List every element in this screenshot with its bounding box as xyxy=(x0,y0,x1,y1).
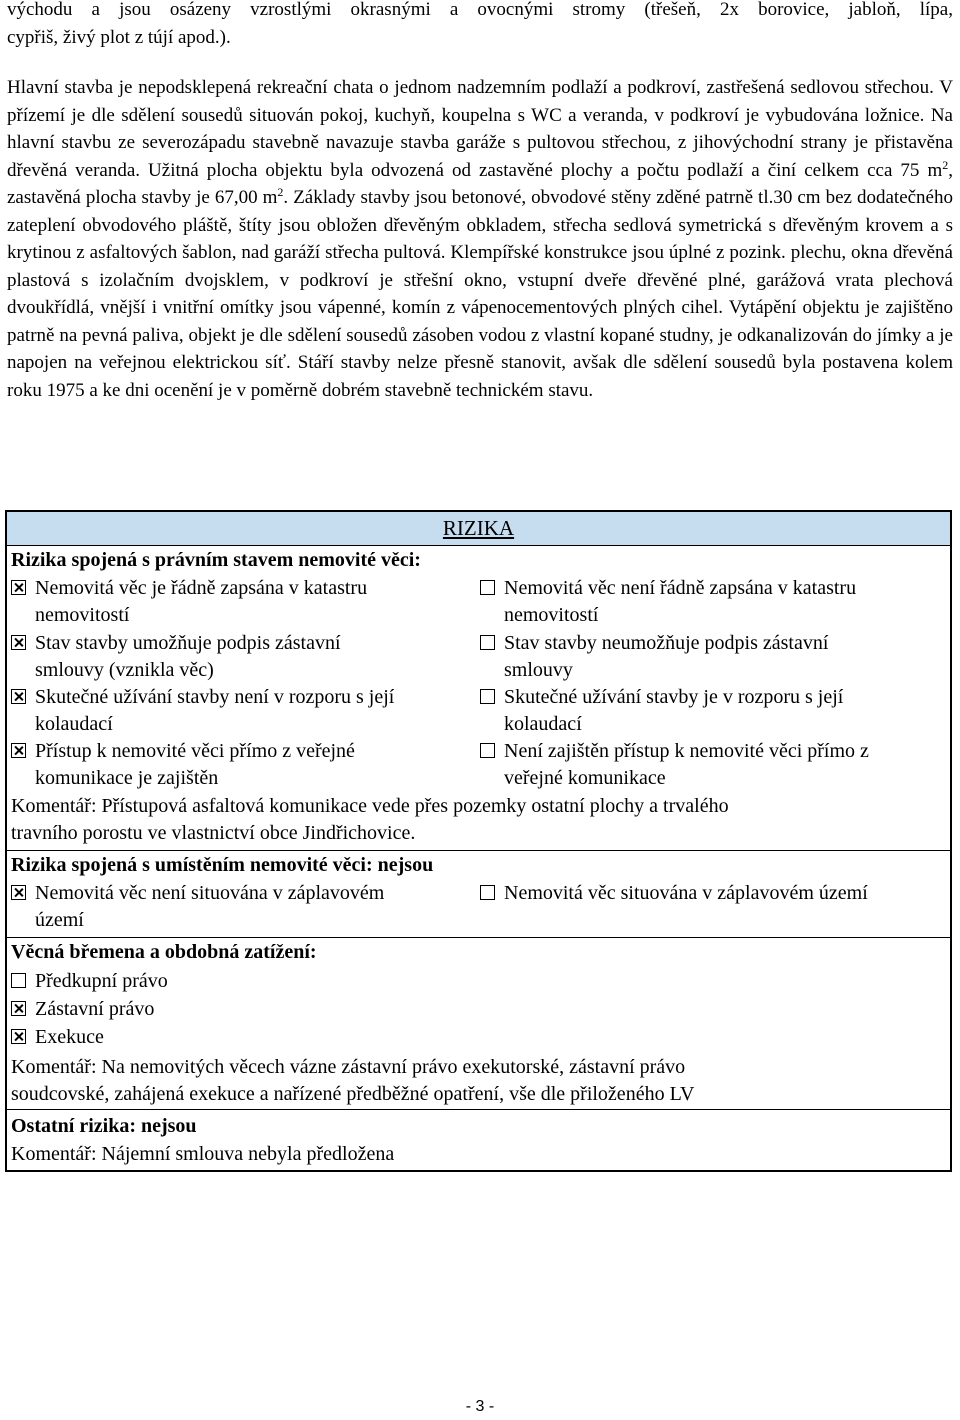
comment-line2: soudcovské, zahájená exekuce a nařízené předběžné opatření, vše dle přiloženého LV xyxy=(11,1083,695,1105)
option-label-line1: Stav stavby umožňuje podpis zástavní xyxy=(35,632,341,654)
option-label-line2: komunikace je zajištěn xyxy=(35,767,219,789)
comment-line1: Komentář: Přístupová asfaltová komunikace vede přes pozemky ostatní plochy a trvalého xyxy=(11,795,729,817)
checked-box-icon[interactable] xyxy=(11,1029,26,1044)
risks-table xyxy=(5,510,952,1172)
option-label-line1: Skutečné užívání stavby je v rozporu s její xyxy=(504,686,844,708)
other-comment: Komentář: Nájemní smlouva nebyla předložena xyxy=(11,1143,395,1165)
option-label-line2: veřejné komunikace xyxy=(504,767,666,789)
option-label: Předkupní právo xyxy=(35,970,168,992)
legal-option-usage-compliant[interactable] xyxy=(11,684,394,738)
location-risks-title: Rizika spojená s umístěním nemovité věci: nejsou xyxy=(11,854,434,876)
burden-option-pledge[interactable] xyxy=(11,996,154,1023)
burdens-divider xyxy=(7,937,950,938)
other-risks-title: Ostatní rizika: nejsou xyxy=(11,1115,197,1137)
option-label-line1: Přístup k nemovité věci přímo z veřejné xyxy=(35,740,355,762)
legal-option-usage-noncompliant[interactable] xyxy=(480,684,843,738)
checked-box-icon[interactable] xyxy=(11,580,26,595)
location-option-flood[interactable] xyxy=(480,880,868,907)
intro-paragraph-end xyxy=(7,0,953,51)
option-label-line2: smlouvy (vznikla věc) xyxy=(35,659,214,681)
location-option-not-flood[interactable] xyxy=(11,880,384,934)
option-label-line2: nemovitostí xyxy=(504,604,599,626)
option-label-line1: Nemovitá věc je řádně zapsána v katastru xyxy=(35,577,368,599)
legal-option-pledge-possible[interactable] xyxy=(11,630,341,684)
checked-box-icon[interactable] xyxy=(11,689,26,704)
risks-title: RIZIKA xyxy=(442,516,515,540)
legal-risks-title: Rizika spojená s právním stavem nemovité věci: xyxy=(11,549,421,571)
burdens-title: Věcná břemena a obdobná zatížení: xyxy=(11,941,317,963)
intro-line-2: cypřiš, živý plot z tújí apod.). xyxy=(7,26,231,48)
legal-option-pledge-impossible[interactable] xyxy=(480,630,828,684)
comment-line2: travního porostu ve vlastnictví obce Jindřichovice. xyxy=(11,822,416,844)
location-divider xyxy=(7,850,950,851)
legal-option-access-not-ensured[interactable] xyxy=(480,738,869,792)
option-label-line1: Nemovitá věc není situována v záplavovém xyxy=(35,882,385,904)
option-label-line2: nemovitostí xyxy=(35,604,130,626)
superscript-2: 2 xyxy=(277,185,284,199)
comment-line1: Komentář: Na nemovitých věcech vázne zástavní právo exekutorské, zástavní právo xyxy=(11,1056,686,1078)
description-text-2: , zastavěná plocha stavby je 67,00 m xyxy=(7,159,953,208)
option-label-line1: Stav stavby neumožňuje podpis zástavní xyxy=(504,632,829,654)
page-number: - 3 - xyxy=(465,1398,495,1415)
unchecked-box-icon[interactable] xyxy=(480,689,495,704)
option-label-line2: území xyxy=(35,909,84,931)
option-label-line2: kolaudací xyxy=(35,713,113,735)
option-label-line1: Nemovitá věc není řádně zapsána v katastru xyxy=(504,577,857,599)
unchecked-box-icon[interactable] xyxy=(480,635,495,650)
unchecked-box-icon[interactable] xyxy=(11,973,26,988)
unchecked-box-icon[interactable] xyxy=(480,885,495,900)
checked-box-icon[interactable] xyxy=(11,885,26,900)
legal-comment xyxy=(11,793,729,847)
burden-option-preemption[interactable] xyxy=(11,968,168,995)
option-label-line2: smlouvy xyxy=(504,659,573,681)
burdens-comment xyxy=(11,1054,694,1108)
checked-box-icon[interactable] xyxy=(11,743,26,758)
option-label-line2: kolaudací xyxy=(504,713,582,735)
description-text-1: Hlavní stavba je nepodsklepená rekreační chata o jednom nadzemním podlaží a podkroví, zastřešená sedlovou střechou. V přízemí je dle sdělení sousedů situován pokoj, kuchyň, koupelna s WC a veranda, v podkroví je vybudována ložnice. Na hlavní stavbu ze severozápadu stavebně navazuje stavba garáže s pultovou střechou, z jihovýchodní strany je přistavěna dřevěná veranda. Užitná plocha objektu byla odvozená od zastavěné plochy a počtu podlaží a činí celkem cca 75 m xyxy=(7,77,953,181)
checked-box-icon[interactable] xyxy=(11,635,26,650)
legal-option-access-ensured[interactable] xyxy=(11,738,355,792)
intro-line-1: východu a jsou osázeny vzrostlými okrasnými a ovocnými stromy (třešeň, 2x borovice, jabloň, lípa, xyxy=(7,0,953,20)
legal-option-not-registered[interactable] xyxy=(480,575,856,629)
legal-option-registered[interactable] xyxy=(11,575,367,629)
option-label-line1: Skutečné užívání stavby není v rozporu s její xyxy=(35,686,395,708)
option-label-line1: Není zajištěn přístup k nemovité věci přímo z xyxy=(504,740,869,762)
option-label-line1: Nemovitá věc situována v záplavovém území xyxy=(504,882,868,904)
superscript-1: 2 xyxy=(942,157,949,172)
option-label: Exekuce xyxy=(35,1026,104,1048)
burden-option-execution[interactable] xyxy=(11,1024,104,1051)
risks-header xyxy=(7,512,950,546)
other-divider xyxy=(7,1109,950,1110)
unchecked-box-icon[interactable] xyxy=(480,743,495,758)
building-description-paragraph xyxy=(7,74,953,404)
option-label: Zástavní právo xyxy=(35,998,155,1020)
description-text-3: . Základy stavby jsou betonové, obvodové stěny zděné patrně tl.30 cm bez dodatečného zateplení obvodového pláště, štíty jsou obložen dřevěným obkladem, střecha sedlová symetrická s dřevěným krovem a s krytinou z asfaltových šablon, nad garáží střecha pultová. Klempířské konstrukce jsou úplné z pozink. plechu, okna dřevěná plastová s izolačním dvojsklem, v podkroví je střešní okno, vstupní dveře dřevěné plné, garážová vrata plechová dvoukřídlá, vnější i vnitřní omítky jsou vápenné, komín z vápenocementových plných cihel. Vytápění objektu je zajištěno patrně na pevná paliva, objekt je dle sdělení sousedů zásoben vodou z vlastní kopané studny, je odkanalizován do jímky a je napojen na veřejnou elektrickou síť. Stáří stavby nelze přesně stanovit, avšak dle sdělení sousedů byla postavena kolem roku 1975 a ke dni ocenění je v poměrně dobrém stavebně technickém stavu. xyxy=(7,187,953,401)
checked-box-icon[interactable] xyxy=(11,1001,26,1016)
unchecked-box-icon[interactable] xyxy=(480,580,495,595)
